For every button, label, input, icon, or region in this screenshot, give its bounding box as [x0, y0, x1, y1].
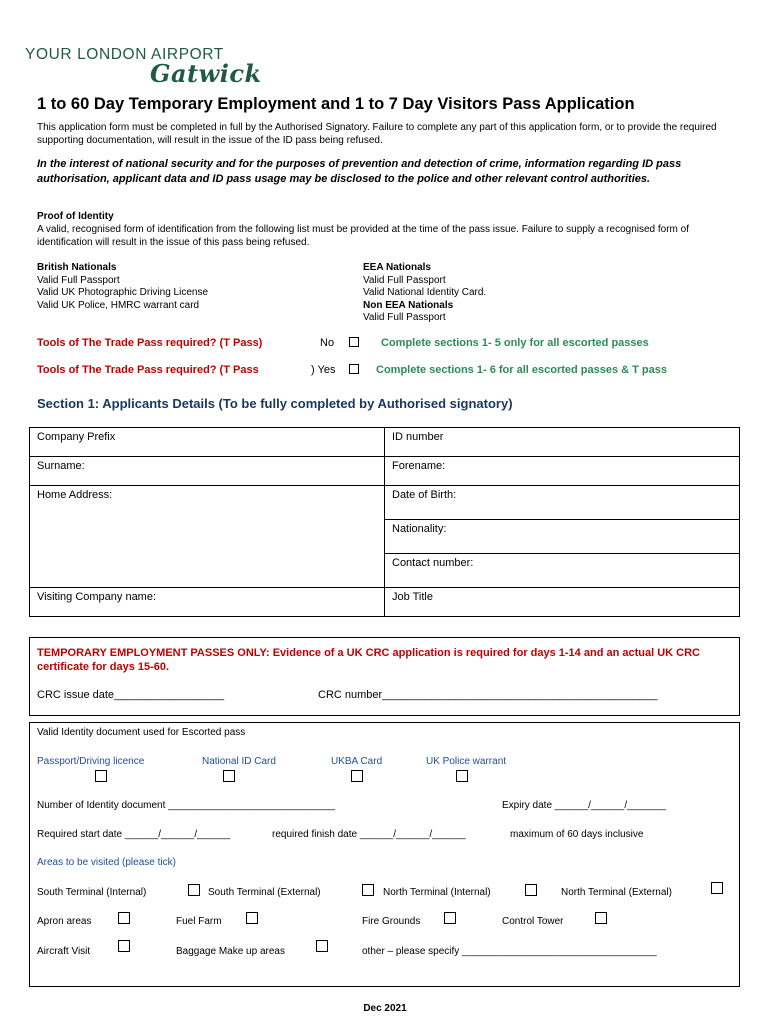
british-heading: British Nationals [37, 262, 117, 273]
british-nationals-list [37, 262, 208, 312]
company-prefix-field[interactable] [30, 428, 385, 457]
applicant-details-table [29, 427, 740, 617]
tools-answer-no: No [320, 337, 335, 349]
non-eea-heading: Non EEA Nationals [363, 299, 454, 311]
fire-grounds-checkbox[interactable] [444, 912, 456, 924]
area-other-field[interactable]: other – please specify ___________________________________ [362, 946, 657, 957]
baggage-checkbox[interactable] [316, 940, 328, 952]
national-id-checkbox[interactable] [223, 770, 235, 782]
field-label: Home Address: [37, 489, 113, 501]
nationality-field[interactable] [385, 520, 740, 554]
gatwick-logo: Gatwick [150, 59, 262, 88]
passport-checkbox[interactable] [95, 770, 107, 782]
area-north-external-label: North Terminal (External) [561, 887, 672, 898]
field-label: ID number [392, 431, 444, 443]
finish-date-field[interactable]: required finish date ______/______/______ [272, 829, 466, 840]
north-internal-checkbox[interactable] [525, 884, 537, 896]
option-police-label: UK Police warrant [426, 756, 507, 767]
contact-number-field[interactable] [385, 554, 740, 588]
field-label: Contact number: [392, 557, 474, 569]
area-aircraft-label: Aircraft Visit [37, 946, 91, 957]
list-item: Valid National Identity Card. [363, 287, 487, 298]
forename-field[interactable] [385, 457, 740, 486]
tools-question-yes: Tools of The Trade Pass required? (T Pass [37, 364, 259, 376]
page-title: 1 to 60 Day Temporary Employment and 1 to 7 Day Visitors Pass Application [37, 95, 635, 113]
tools-question-no: Tools of The Trade Pass required? (T Pass) [37, 337, 263, 349]
id-document-label: Valid Identity document used for Escorted pass [37, 727, 246, 738]
field-label: Surname: [37, 460, 85, 472]
police-warrant-checkbox[interactable] [456, 770, 468, 782]
list-item: Valid Full Passport [37, 274, 120, 286]
field-label: Company Prefix [37, 431, 116, 443]
home-address-field[interactable] [30, 486, 385, 588]
dob-field[interactable] [385, 486, 740, 520]
list-item: Valid UK Police, HMRC warrant card [37, 299, 200, 311]
area-south-external-label: South Terminal (External) [208, 887, 321, 898]
id-number-field[interactable] [385, 428, 740, 457]
area-fuel-label: Fuel Farm [176, 916, 222, 927]
control-tower-checkbox[interactable] [595, 912, 607, 924]
visiting-company-field[interactable] [30, 588, 385, 617]
temp-notice: TEMPORARY EMPLOYMENT PASSES ONLY: Evidence of a UK CRC application is required for days 1-14 and an actual UK CRC certificate for days 15-60. [37, 647, 700, 673]
aircraft-visit-checkbox[interactable] [118, 940, 130, 952]
area-fire-label: Fire Grounds [362, 916, 421, 927]
proof-text: A valid, recognised form of identification from the following list must be provided at the time of the pass issue. Failure to supply a recognised form of identification will result in the issue of this pass being refused. [37, 224, 689, 248]
field-label: Job Title [392, 591, 433, 603]
south-external-checkbox[interactable] [362, 884, 374, 896]
intro-text: This application form must be completed in full by the Authorised Signatory. Failure to complete any part of this application form, or to provide the required supporting documentation, will result in the issue of the ID pass being refused. [37, 122, 717, 146]
job-title-field[interactable] [385, 588, 740, 617]
tools-instruction-yes: Complete sections 1- 6 for all escorted passes & T pass [376, 364, 667, 376]
area-south-internal-label: South Terminal (Internal) [37, 887, 147, 898]
list-item: Valid Full Passport [363, 312, 446, 323]
option-passport-label: Passport/Driving licence [37, 756, 145, 767]
option-ukba-label: UKBA Card [331, 756, 383, 767]
tools-yes-checkbox[interactable] [349, 364, 359, 374]
area-baggage-label: Baggage Make up areas [176, 946, 285, 957]
crc-issue-date-field[interactable]: CRC issue date__________________ [37, 689, 225, 701]
area-north-internal-label: North Terminal (Internal) [383, 887, 491, 898]
south-internal-checkbox[interactable] [188, 884, 200, 896]
footer-date: Dec 2021 [363, 1003, 407, 1014]
expiry-date-field[interactable]: Expiry date ______/______/_______ [502, 800, 667, 811]
field-label: Visiting Company name: [37, 591, 157, 603]
area-control-label: Control Tower [502, 916, 564, 927]
tools-instruction-no: Complete sections 1- 5 only for all escorted passes [381, 337, 649, 349]
list-item: Valid UK Photographic Driving License [37, 287, 209, 298]
security-notice: In the interest of national security and for the purposes of prevention and detection of crime, information regarding ID pass authorisation, applicant data and ID pass usage may be disclosed to the police and other relevant control authorities. [37, 158, 682, 185]
ukba-checkbox[interactable] [351, 770, 363, 782]
logo-text: YOUR LONDON AIRPORT [25, 46, 224, 63]
field-label: Date of Birth: [392, 489, 457, 501]
field-label: Nationality: [392, 523, 447, 535]
area-apron-label: Apron areas [37, 916, 92, 927]
tools-no-checkbox[interactable] [349, 337, 359, 347]
eea-nationals-list [363, 262, 486, 325]
proof-heading: Proof of Identity [37, 211, 114, 222]
start-date-field[interactable]: Required start date ______/______/______ [37, 829, 231, 840]
identity-document-number-field[interactable]: Number of Identity document ______________________________ [37, 800, 336, 811]
north-external-checkbox[interactable] [711, 882, 723, 894]
max-days-note: maximum of 60 days inclusive [510, 829, 644, 840]
areas-label: Areas to be visited (please tick) [37, 857, 176, 868]
section1-heading: Section 1: Applicants Details (To be fully completed by Authorised signatory) [37, 396, 513, 411]
apron-checkbox[interactable] [118, 912, 130, 924]
crc-number-field[interactable]: CRC number_____________________________________________ [318, 689, 658, 701]
tools-answer-yes: ) Yes [311, 364, 336, 376]
option-national-id-label: National ID Card [202, 756, 276, 767]
list-item: Valid Full Passport [363, 274, 446, 286]
eea-heading: EEA Nationals [363, 262, 431, 273]
surname-field[interactable] [30, 457, 385, 486]
fuel-farm-checkbox[interactable] [246, 912, 258, 924]
field-label: Forename: [392, 460, 446, 472]
